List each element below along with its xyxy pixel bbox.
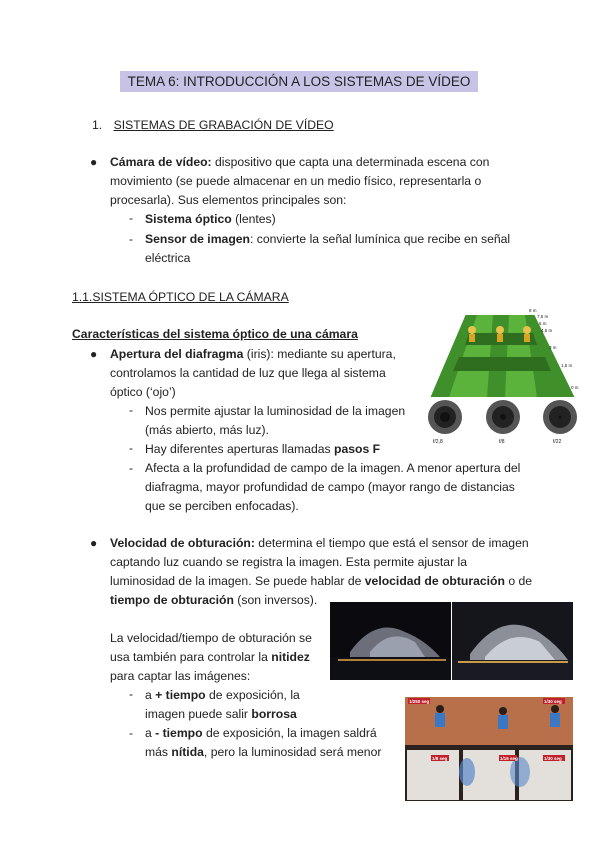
apertura-sub-2 — [145, 440, 380, 459]
item-text: : convierte la señal lumínica que recibe en señal — [249, 232, 511, 246]
v-bold: borrosa — [251, 707, 297, 721]
dof-label: 8 m — [529, 308, 537, 313]
v-text: o de — [504, 574, 533, 588]
item-bold: Sistema óptico — [145, 212, 232, 226]
depth-of-field-figure — [425, 305, 583, 447]
apertura-sub-3-line-2: diafragma, mayor profundidad de campo (mayor rango de distancias — [145, 480, 515, 494]
apertura-sub-3-line-3: que se perciben enfocadas). — [145, 499, 299, 513]
dof-label: 3 m — [549, 345, 557, 350]
velocidad-sub-2 — [145, 724, 377, 743]
v-bold: tiempo de obturación — [110, 593, 234, 607]
camara-line-2: movimiento (se puede almacenar en un medio físico, representarla o — [110, 174, 482, 188]
shutter-label: 1/250 seg — [409, 699, 430, 704]
dash-icon: - — [129, 403, 133, 417]
apertura-sub-1: Nos permite ajustar la luminosidad de la imagen — [145, 404, 406, 418]
section-number: 1. — [92, 118, 103, 132]
dash-icon: - — [129, 687, 133, 701]
sub-bold: pasos F — [334, 442, 381, 456]
shutter-label: 1/8 seg — [432, 756, 448, 761]
dash-icon: - — [129, 441, 133, 455]
apertura-sub-1-line-2: (más abierto, más luz). — [145, 423, 269, 437]
page-title: TEMA 6: INTRODUCCIÓN A LOS SISTEMAS DE VÍDEO — [120, 71, 478, 92]
shutter-label: 1/30 seg — [544, 699, 562, 704]
velocidad-line-2: captando luz cuando se registra la imagen. Esta permite ajustar la — [110, 555, 468, 569]
velocidad-line-1 — [110, 534, 529, 553]
dash-icon: - — [129, 726, 133, 740]
v-text: , pero la luminosidad será menor — [203, 745, 382, 759]
v-text: más — [145, 745, 172, 759]
v-bold: velocidad de obturación — [364, 574, 505, 588]
camara-item-1 — [145, 210, 276, 229]
velocidad-term: Velocidad de obturación: — [110, 536, 255, 550]
shutter-label: 1/15 seg — [500, 756, 518, 761]
v-text: de exposición, la imagen saldrá — [202, 726, 377, 740]
velocidad-p2-line-1: La velocidad/tiempo de obturación se — [110, 631, 312, 645]
camara-text: dispositivo que capta una determinada escena con — [211, 155, 490, 169]
v-bold: - tiempo — [155, 726, 203, 740]
f-label: f/8 — [499, 439, 505, 445]
camara-term: Cámara de vídeo: — [110, 155, 212, 169]
dof-label: 1,5 m — [561, 363, 573, 368]
caracteristicas-heading: Características del sistema óptico de una cámara — [72, 327, 358, 341]
apertura-line-1 — [110, 345, 396, 364]
v-bold: + tiempo — [155, 688, 206, 702]
section-1-heading — [92, 116, 334, 135]
v-text: imagen puede salir — [145, 707, 252, 721]
dash-icon: - — [129, 211, 133, 225]
bullet-icon: ● — [90, 347, 98, 361]
v-bold: nítida — [171, 745, 204, 759]
item-bold: Sensor de imagen — [145, 232, 250, 246]
v-text: usa también para controlar la — [110, 650, 272, 664]
dof-label: 0 m — [571, 385, 579, 390]
v-bold: nitidez — [271, 650, 310, 664]
bullet-icon: ● — [90, 155, 98, 169]
shutter-speed-photo — [405, 697, 573, 801]
bullet-icon: ● — [90, 536, 98, 550]
apertura-sub-3: Afecta a la profundidad de campo de la imagen. A menor apertura del — [145, 461, 521, 475]
dof-label: 7,5 m — [537, 314, 549, 319]
section-title: SISTEMAS DE GRABACIÓN DE VÍDEO — [113, 118, 334, 132]
item-text: (lentes) — [231, 212, 276, 226]
dof-label: 6 m — [539, 321, 547, 326]
apertura-text: (iris): mediante su apertura, — [243, 347, 396, 361]
velocidad-text: determina el tiempo que está el sensor de imagen — [254, 536, 529, 550]
velocidad-line-4 — [110, 591, 317, 610]
apertura-line-2: controlamos la cantidad de luz que llega al sistema — [110, 366, 386, 380]
shutter-label: 1/30 seg — [544, 756, 562, 761]
dash-icon: - — [129, 461, 133, 475]
camara-line-3: procesarla). Sus elementos principales son: — [110, 193, 347, 207]
apertura-term: Apertura del diafragma — [110, 347, 244, 361]
velocidad-sub-1 — [145, 686, 300, 705]
velocidad-line-3 — [110, 572, 532, 591]
v-text: (son inversos). — [233, 593, 318, 607]
camara-item-2 — [145, 230, 510, 249]
v-text: de exposición, la — [205, 688, 300, 702]
camara-item-2-line-2: eléctrica — [145, 251, 191, 265]
velocidad-p2-line-3: para captar las imágenes: — [110, 669, 251, 683]
f-label: f/2,8 — [433, 439, 443, 445]
dash-icon: - — [129, 232, 133, 246]
v-text: a — [145, 688, 156, 702]
f-label: f/22 — [553, 439, 562, 445]
camara-line-1 — [110, 153, 489, 172]
section-1-1-heading: 1.1.SISTEMA ÓPTICO DE LA CÁMARA — [72, 290, 289, 304]
apertura-line-3: óptico (‘ojo’) — [110, 385, 176, 399]
velocidad-sub-1-line-2 — [145, 705, 297, 724]
v-text: a — [145, 726, 156, 740]
dof-label: 4,5 m — [541, 328, 553, 333]
v-text: luminosidad de la imagen. Se puede hablar de — [110, 574, 365, 588]
sub-text: Hay diferentes aperturas llamadas — [145, 442, 335, 456]
velocidad-p2-line-2 — [110, 648, 310, 667]
velocidad-sub-2-line-2 — [145, 743, 381, 762]
night-exposure-photo — [330, 602, 573, 680]
